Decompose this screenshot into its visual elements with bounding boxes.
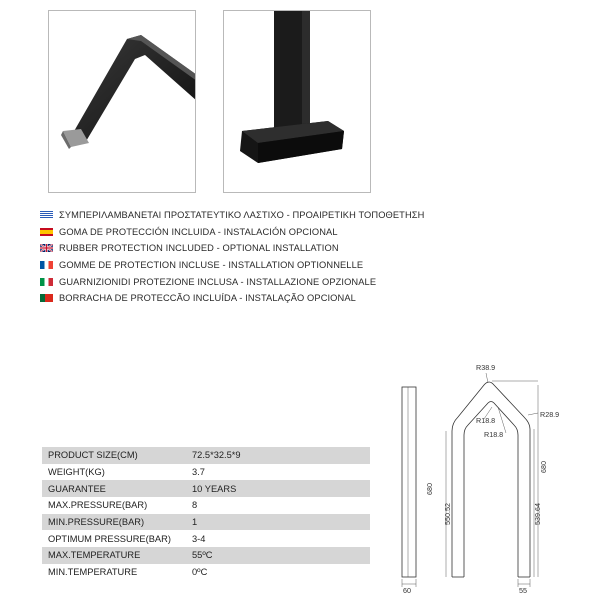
- table-row: [42, 530, 370, 547]
- spec-label: GUARANTEE: [48, 483, 106, 494]
- spec-label: MIN.TEMPERATURE: [48, 567, 138, 578]
- note-spanish: [40, 224, 460, 241]
- table-row: [42, 480, 370, 497]
- table-row: [42, 564, 370, 581]
- radius-right-label: R28.9: [540, 410, 560, 419]
- note-french: [40, 257, 460, 274]
- side-height-label: 680: [425, 483, 434, 495]
- spec-value: 0ºC: [192, 567, 208, 578]
- uk-flag-icon: [40, 244, 53, 252]
- note-text: RUBBER PROTECTION INCLUDED - OPTIONAL INSTALLATION: [59, 243, 339, 254]
- total-height-label: 550.52: [443, 503, 452, 525]
- radius-inner-label: R18.8: [476, 416, 496, 425]
- leg-height-label: 539.64: [533, 503, 542, 525]
- spec-value: 3-4: [192, 533, 206, 544]
- spec-label: OPTIMUM PRESSURE(BAR): [48, 533, 171, 544]
- side-view-outline: [402, 387, 416, 577]
- specification-table: [42, 447, 370, 581]
- front-height-label: 680: [539, 461, 548, 473]
- installation-notes: [40, 207, 460, 307]
- spec-value: 10 YEARS: [192, 483, 237, 494]
- spec-label: MIN.PRESSURE(BAR): [48, 517, 145, 528]
- leg-width-label: 55: [519, 586, 527, 595]
- spec-label: WEIGHT(KG): [48, 467, 105, 478]
- portugal-flag-icon: [40, 294, 53, 302]
- spec-value: 3.7: [192, 467, 205, 478]
- note-text: ΣΥΜΠΕΡΙΛΑΜΒΑΝΕΤΑΙ ΠΡΟΣΤΑΤΕΥΤΙΚΟ ΛΑΣΤΙΧΟ - ΠΡΟΑΙΡΕΤΙΚΗ ΤΟΠΟΘΕΤΗΣΗ: [59, 210, 425, 221]
- table-row: [42, 497, 370, 514]
- spec-value: 1: [192, 517, 198, 528]
- table-row: [42, 514, 370, 531]
- spec-label: MAX.TEMPERATURE: [48, 550, 141, 561]
- note-text: BORRACHA DE PROTECCÃO INCLUÍDA - INSTALAÇÃO OPCIONAL: [59, 293, 356, 304]
- table-row: [42, 447, 370, 464]
- france-flag-icon: [40, 261, 53, 269]
- note-text: GOMME DE PROTECTION INCLUSE - INSTALLATION OPTIONNELLE: [59, 260, 364, 271]
- spec-value: 72.5*32.5*9: [192, 450, 241, 461]
- spec-label: PRODUCT SIZE(CM): [48, 450, 138, 461]
- radius-top-label: R38.9: [476, 363, 496, 372]
- note-greek: [40, 207, 460, 224]
- note-text: GUARNIZIONIDI PROTEZIONE INCLUSA - INSTALLAZIONE OPZIONALE: [59, 276, 377, 287]
- table-row: [42, 464, 370, 481]
- note-italian: [40, 273, 460, 290]
- note-portuguese: [40, 290, 460, 307]
- spec-label: MAX.PRESSURE(BAR): [48, 500, 148, 511]
- radius-inner-label-2: R18.8: [484, 430, 504, 439]
- rubber-tip-illustration: [49, 11, 196, 193]
- note-text: GOMA DE PROTECCIÓN INCLUIDA - INSTALACIÓN OPCIONAL: [59, 226, 338, 237]
- technical-drawing: [388, 355, 588, 595]
- italy-flag-icon: [40, 278, 53, 286]
- greece-flag-icon: [40, 211, 53, 219]
- spec-value: 55ºC: [192, 550, 213, 561]
- mounting-base-detail-photo: [223, 10, 371, 193]
- spain-flag-icon: [40, 228, 53, 236]
- spec-value: 8: [192, 500, 198, 511]
- note-english: [40, 240, 460, 257]
- wall-mount-base-illustration: [224, 11, 371, 193]
- rubber-tip-detail-photo: [48, 10, 196, 193]
- table-row: [42, 547, 370, 564]
- side-width-label: 60: [403, 586, 411, 595]
